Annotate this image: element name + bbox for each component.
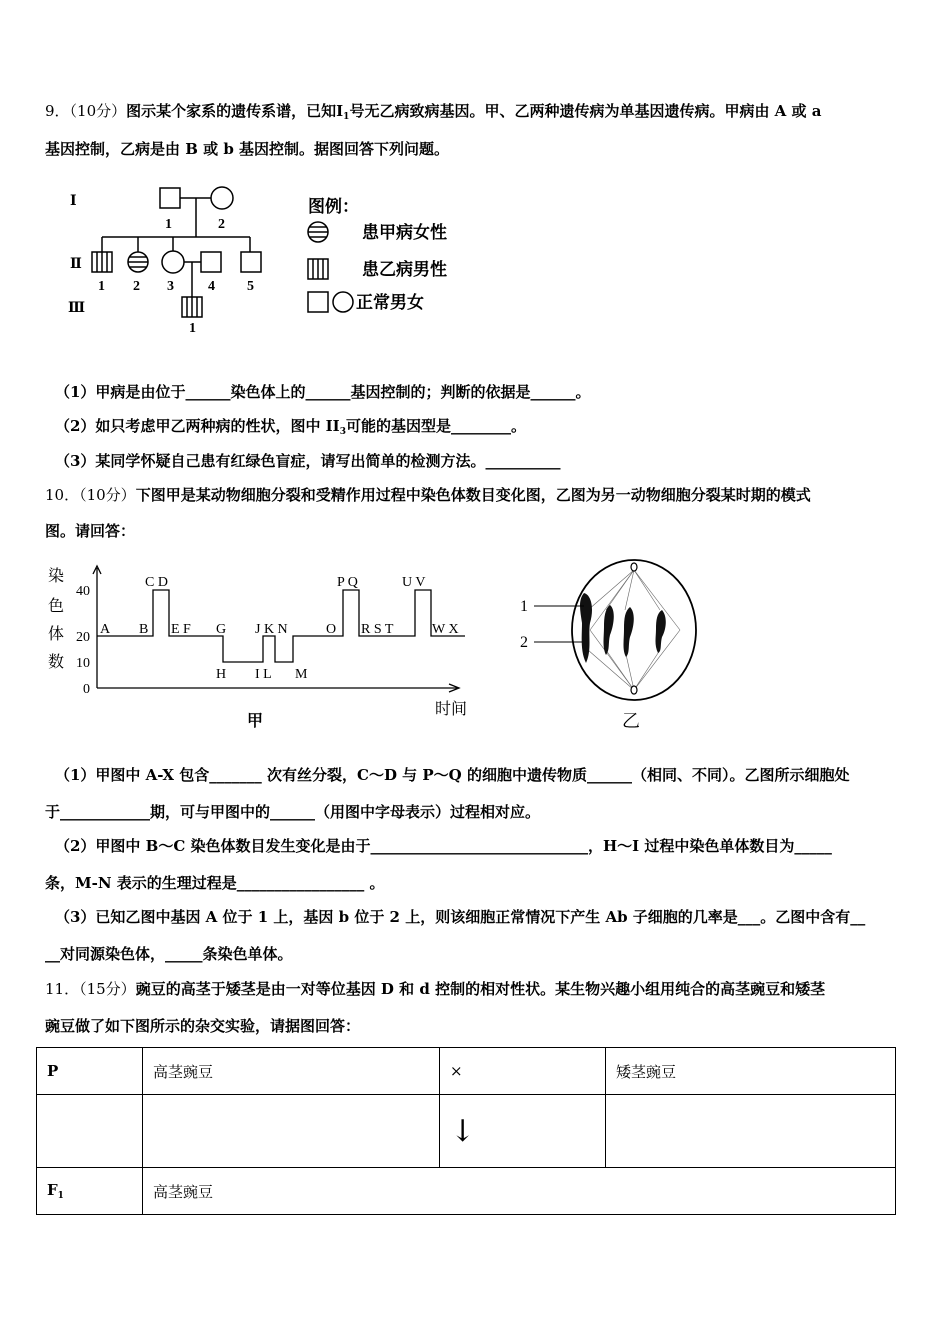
cell-caption: 乙: [622, 711, 640, 731]
q9-subquestion-2: （2）如只考虑甲乙两种病的性状，图中 $II_3$可能的基因型是________。: [55, 417, 526, 437]
q10-subquestion-1-line1: （1）甲图中 A-X 包含_______ 次有丝分裂，C～D 与 P～Q 的细胞中遗传物质______（相同、不同）。乙图所示细胞处: [55, 766, 850, 784]
graph-point-label: P Q: [337, 575, 358, 590]
legend-item: 正常男女: [356, 293, 424, 312]
cross-experiment-table: [36, 1047, 896, 1215]
graph-point-label: G: [216, 622, 227, 637]
table-row-arrow: [37, 1095, 896, 1168]
graph-xlabel: 时间: [435, 701, 468, 718]
graph-ytick: 20: [76, 630, 90, 645]
pedigree-label: 4: [208, 279, 215, 294]
pedigree-label: 1: [165, 217, 172, 232]
legend-normal-female-symbol: [333, 292, 353, 312]
q9-subquestion-3: （3）某同学怀疑自己患有红绿色盲症，请写出简单的检测方法。__________: [55, 452, 561, 470]
graph-point-label: O: [326, 622, 337, 637]
table-row-p: [37, 1048, 896, 1095]
chromosome: [624, 607, 634, 657]
table-cell-p-short: 矮茎豌豆: [606, 1048, 896, 1095]
cell-label-2: 2: [520, 634, 528, 651]
pedigree-label: 2: [133, 279, 140, 294]
graph-point-label: H: [216, 667, 227, 682]
legend-normal-male-symbol: [308, 292, 328, 312]
pedigree-i2-normal-female: [211, 187, 233, 209]
graph-ylabel: 体: [48, 626, 65, 643]
graph-caption: 甲: [247, 713, 264, 730]
graph-point-label: I L: [255, 667, 272, 682]
graph-ylabel: 数: [48, 654, 65, 671]
graph-point-label: A: [100, 622, 111, 637]
chromosome: [604, 605, 614, 655]
q10-subquestion-3-line2: __对同源染色体，_____条染色单体。: [45, 945, 293, 963]
chromosome-1: [580, 593, 592, 663]
legend-item: 患乙病男性: [362, 260, 447, 279]
legend-title: 图例：: [308, 197, 359, 216]
pedigree-i1-normal-male: [160, 188, 180, 208]
pedigree-generation-ii: Ⅱ: [70, 257, 82, 272]
graph-point-label: J K N: [255, 622, 288, 637]
pedigree-ii4-normal-male: [201, 252, 221, 272]
q10-subquestion-2-line1: （2）甲图中 B～C 染色体数目发生变化是由于_____________________________，H～I 过程中染色单体数目为_____: [55, 837, 832, 855]
table-cell-empty: [143, 1095, 440, 1168]
graph-ytick: 10: [76, 656, 90, 671]
q10-stem-line1: 10．（10分）下图甲是某动物细胞分裂和受精作用过程中染色体数目变化图，乙图为另一动物细胞分裂某时期的模式: [45, 486, 811, 504]
q10-subquestion-1-line2: 于____________期，可与甲图中的______（用图中字母表示）过程相对应。: [45, 803, 541, 821]
graph-point-label: R S T: [361, 622, 394, 637]
graph-point-label: U V: [402, 575, 426, 590]
chromosome: [656, 610, 666, 653]
table-cell-cross-symbol: ×: [440, 1048, 606, 1095]
pedigree-label: 1: [98, 279, 105, 294]
spindle-fibers: [588, 570, 680, 690]
legend-item: 患甲病女性: [362, 223, 447, 242]
graph-ytick: 40: [76, 584, 90, 599]
pedigree-label: 2: [218, 217, 225, 232]
q9-stem-line2: 基因控制，乙病是由 B 或 b 基因控制。据图回答下列问题。: [45, 140, 450, 158]
pedigree-generation-iii: Ⅲ: [68, 301, 86, 316]
table-cell-empty: [37, 1095, 143, 1168]
chromosome-count-graph: [45, 558, 485, 738]
graph-point-label: E F: [171, 622, 191, 637]
pedigree-label: 5: [247, 279, 254, 294]
table-cell-empty: [606, 1095, 896, 1168]
graph-ytick: 0: [83, 682, 90, 697]
table-cell-f1-value: 高茎豌豆: [143, 1168, 896, 1215]
centriole-bottom: [631, 686, 637, 694]
graph-ylabel: 染: [48, 568, 65, 585]
q10-stem-line2: 图。请回答：: [45, 522, 136, 540]
pedigree-generation-i: Ⅰ: [70, 194, 77, 209]
cell-membrane: [572, 560, 696, 700]
q9-subquestion-1: （1）甲病是由位于______染色体上的______基因控制的；判断的依据是______。: [55, 383, 591, 401]
pedigree-label: 3: [167, 279, 174, 294]
q11-stem-line2: 豌豆做了如下图所示的杂交实验，请据图回答：: [45, 1017, 361, 1035]
q9-stem-line1: 9．（10分）图示某个家系的遗传系谱，已知$Ⅰ_1$号无乙病致病基因。甲、乙两种遗传病为单基因遗传病。甲病由 A 或 a: [45, 102, 822, 122]
down-arrow-icon: ↓: [440, 1095, 606, 1168]
table-cell-p-tall: 高茎豌豆: [143, 1048, 440, 1095]
table-cell-f1-label: $F_1$: [37, 1168, 143, 1215]
graph-point-label: B: [139, 622, 149, 637]
pedigree-ii5-normal-male: [241, 252, 261, 272]
pedigree-label: 1: [189, 321, 196, 336]
q11-stem-line1: 11．（15分）豌豆的高茎于矮茎是由一对等位基因 D 和 d 控制的相对性状。某生物兴趣小组用纯合的高茎豌豆和矮茎: [45, 980, 826, 998]
q10-subquestion-2-line2: 条，M-N 表示的生理过程是_________________ 。: [45, 874, 385, 892]
graph-ylabel: 色: [48, 598, 65, 615]
cell-division-diagram: [510, 555, 720, 740]
pedigree-ii3-normal-female: [162, 251, 184, 273]
graph-point-label: W X: [432, 622, 459, 637]
centriole-top: [631, 563, 637, 571]
pedigree-figure: [60, 180, 480, 340]
table-cell-p-label: P: [37, 1048, 143, 1095]
table-row-f1: [37, 1168, 896, 1215]
q10-subquestion-3-line1: （3）已知乙图中基因 A 位于 1 上，基因 b 位于 2 上，则该细胞正常情况下产生 Ab 子细胞的几率是___。乙图中含有__: [55, 908, 866, 926]
graph-point-label: C D: [145, 575, 168, 590]
graph-point-label: M: [295, 667, 308, 682]
cell-label-1: 1: [520, 598, 528, 615]
